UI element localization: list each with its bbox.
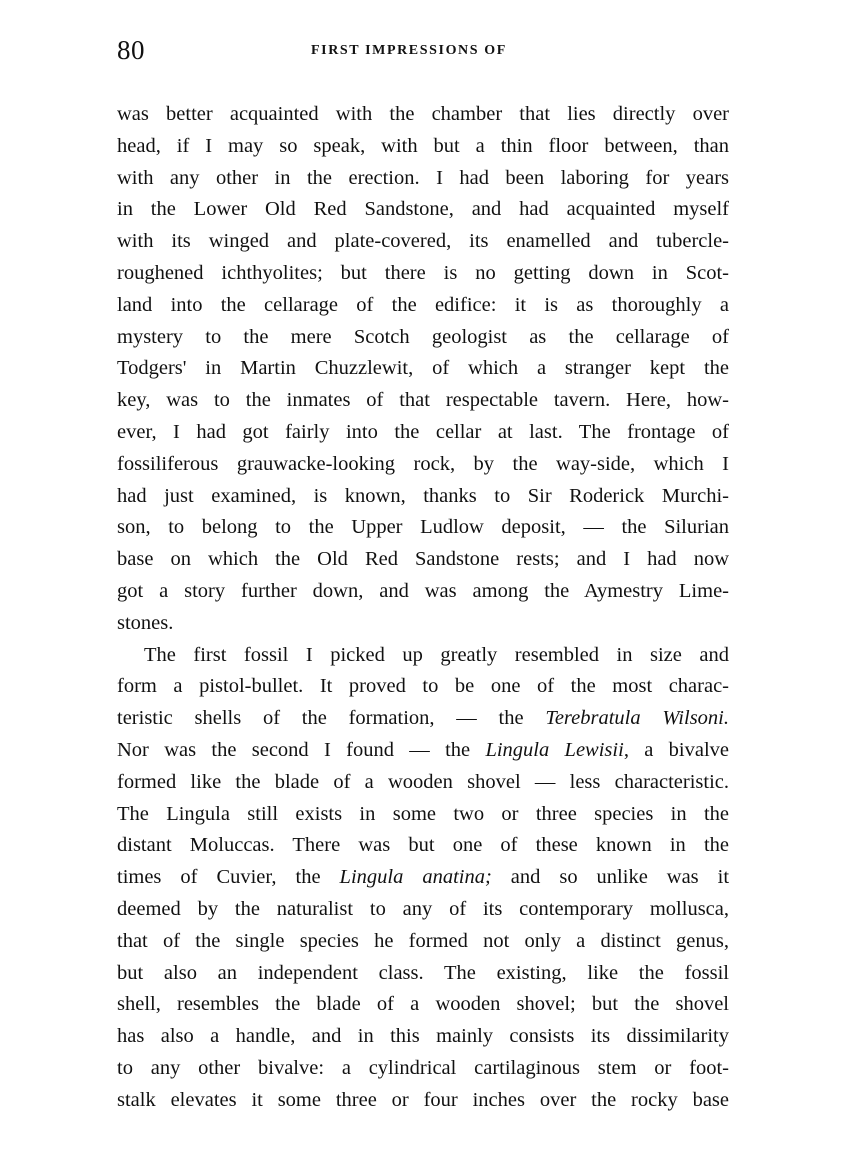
text-line: teristic shells of the formation, — the Terebratula Wilsoni. (117, 707, 729, 730)
text-line: distant Moluccas. There was but one of these known in the (117, 834, 729, 857)
text-line: mystery to the mere Scotch geologist as the cellarage of (117, 325, 729, 348)
italic-term: Terebratula Wilsoni. (545, 707, 729, 730)
text-line: Todgers' in Martin Chuzzlewit, of which a stranger kept the (117, 357, 729, 380)
text-line: key, was to the inmates of that respectable tavern. Here, how- (117, 389, 729, 412)
text-line: head, if I may so speak, with but a thin floor between, than (117, 134, 729, 157)
text-line: formed like the blade of a wooden shovel — less characteristic. (117, 770, 729, 793)
text-line: ever, I had got fairly into the cellar at last. The frontage of (117, 420, 729, 443)
page-header (117, 33, 734, 73)
text-line: with any other in the erection. I had been laboring for years (117, 166, 729, 189)
text-line: form a pistol-bullet. It proved to be one of the most charac- (117, 675, 729, 698)
text-line: deemed by the naturalist to any of its contemporary mollusca, (117, 897, 729, 920)
text-line: shell, resembles the blade of a wooden shovel; but the shovel (117, 993, 729, 1016)
text-line: fossiliferous grauwacke-looking rock, by the way-side, which I (117, 452, 729, 475)
italic-term: Lingula Lewisii (485, 738, 624, 761)
text-line: got a story further down, and was among the Aymestry Lime- (117, 579, 729, 602)
body-text (117, 99, 729, 1117)
text-line: roughened ichthyolites; but there is no getting down in Scot- (117, 261, 729, 284)
running-head: FIRST IMPRESSIONS OF (311, 43, 507, 58)
text-line: to any other bivalve: a cylindrical cartilaginous stem or foot- (117, 1056, 729, 1079)
text-line: stalk elevates it some three or four inches over the rocky base (117, 1088, 729, 1111)
paragraph (117, 99, 729, 640)
text-line: was better acquainted with the chamber that lies directly over (117, 103, 729, 125)
italic-term: Lingula anatina; (339, 866, 492, 889)
text-line: with its winged and plate-covered, its enamelled and tubercle- (117, 230, 729, 253)
text-line: land into the cellarage of the edifice: it is as thoroughly a (117, 293, 729, 316)
text-line: that of the single species he formed not only a distinct genus, (117, 929, 729, 952)
text-line: base on which the Old Red Sandstone rests; and I had now (117, 548, 729, 571)
text-line: son, to belong to the Upper Ludlow deposit, — the Silurian (117, 516, 729, 539)
text-line: The Lingula still exists in some two or three species in the (117, 802, 729, 825)
text-line: in the Lower Old Red Sandstone, and had acquainted myself (117, 198, 729, 221)
text-line: has also a handle, and in this mainly consists its dissimilarity (117, 1025, 729, 1048)
text-line: but also an independent class. The existing, like the fossil (117, 961, 729, 984)
text-line: times of Cuvier, the Lingula anatina; and so unlike was it (117, 866, 730, 889)
paragraph (117, 640, 729, 1117)
page-number: 80 (117, 35, 145, 65)
text-line: stones. (117, 611, 174, 634)
text-line: The first fossil I picked up greatly resembled in size and (144, 643, 729, 666)
text-line: had just examined, is known, thanks to Sir Roderick Murchi- (117, 484, 729, 507)
text-line: Nor was the second I found — the Lingula Lewisii, a bivalve (117, 738, 730, 761)
